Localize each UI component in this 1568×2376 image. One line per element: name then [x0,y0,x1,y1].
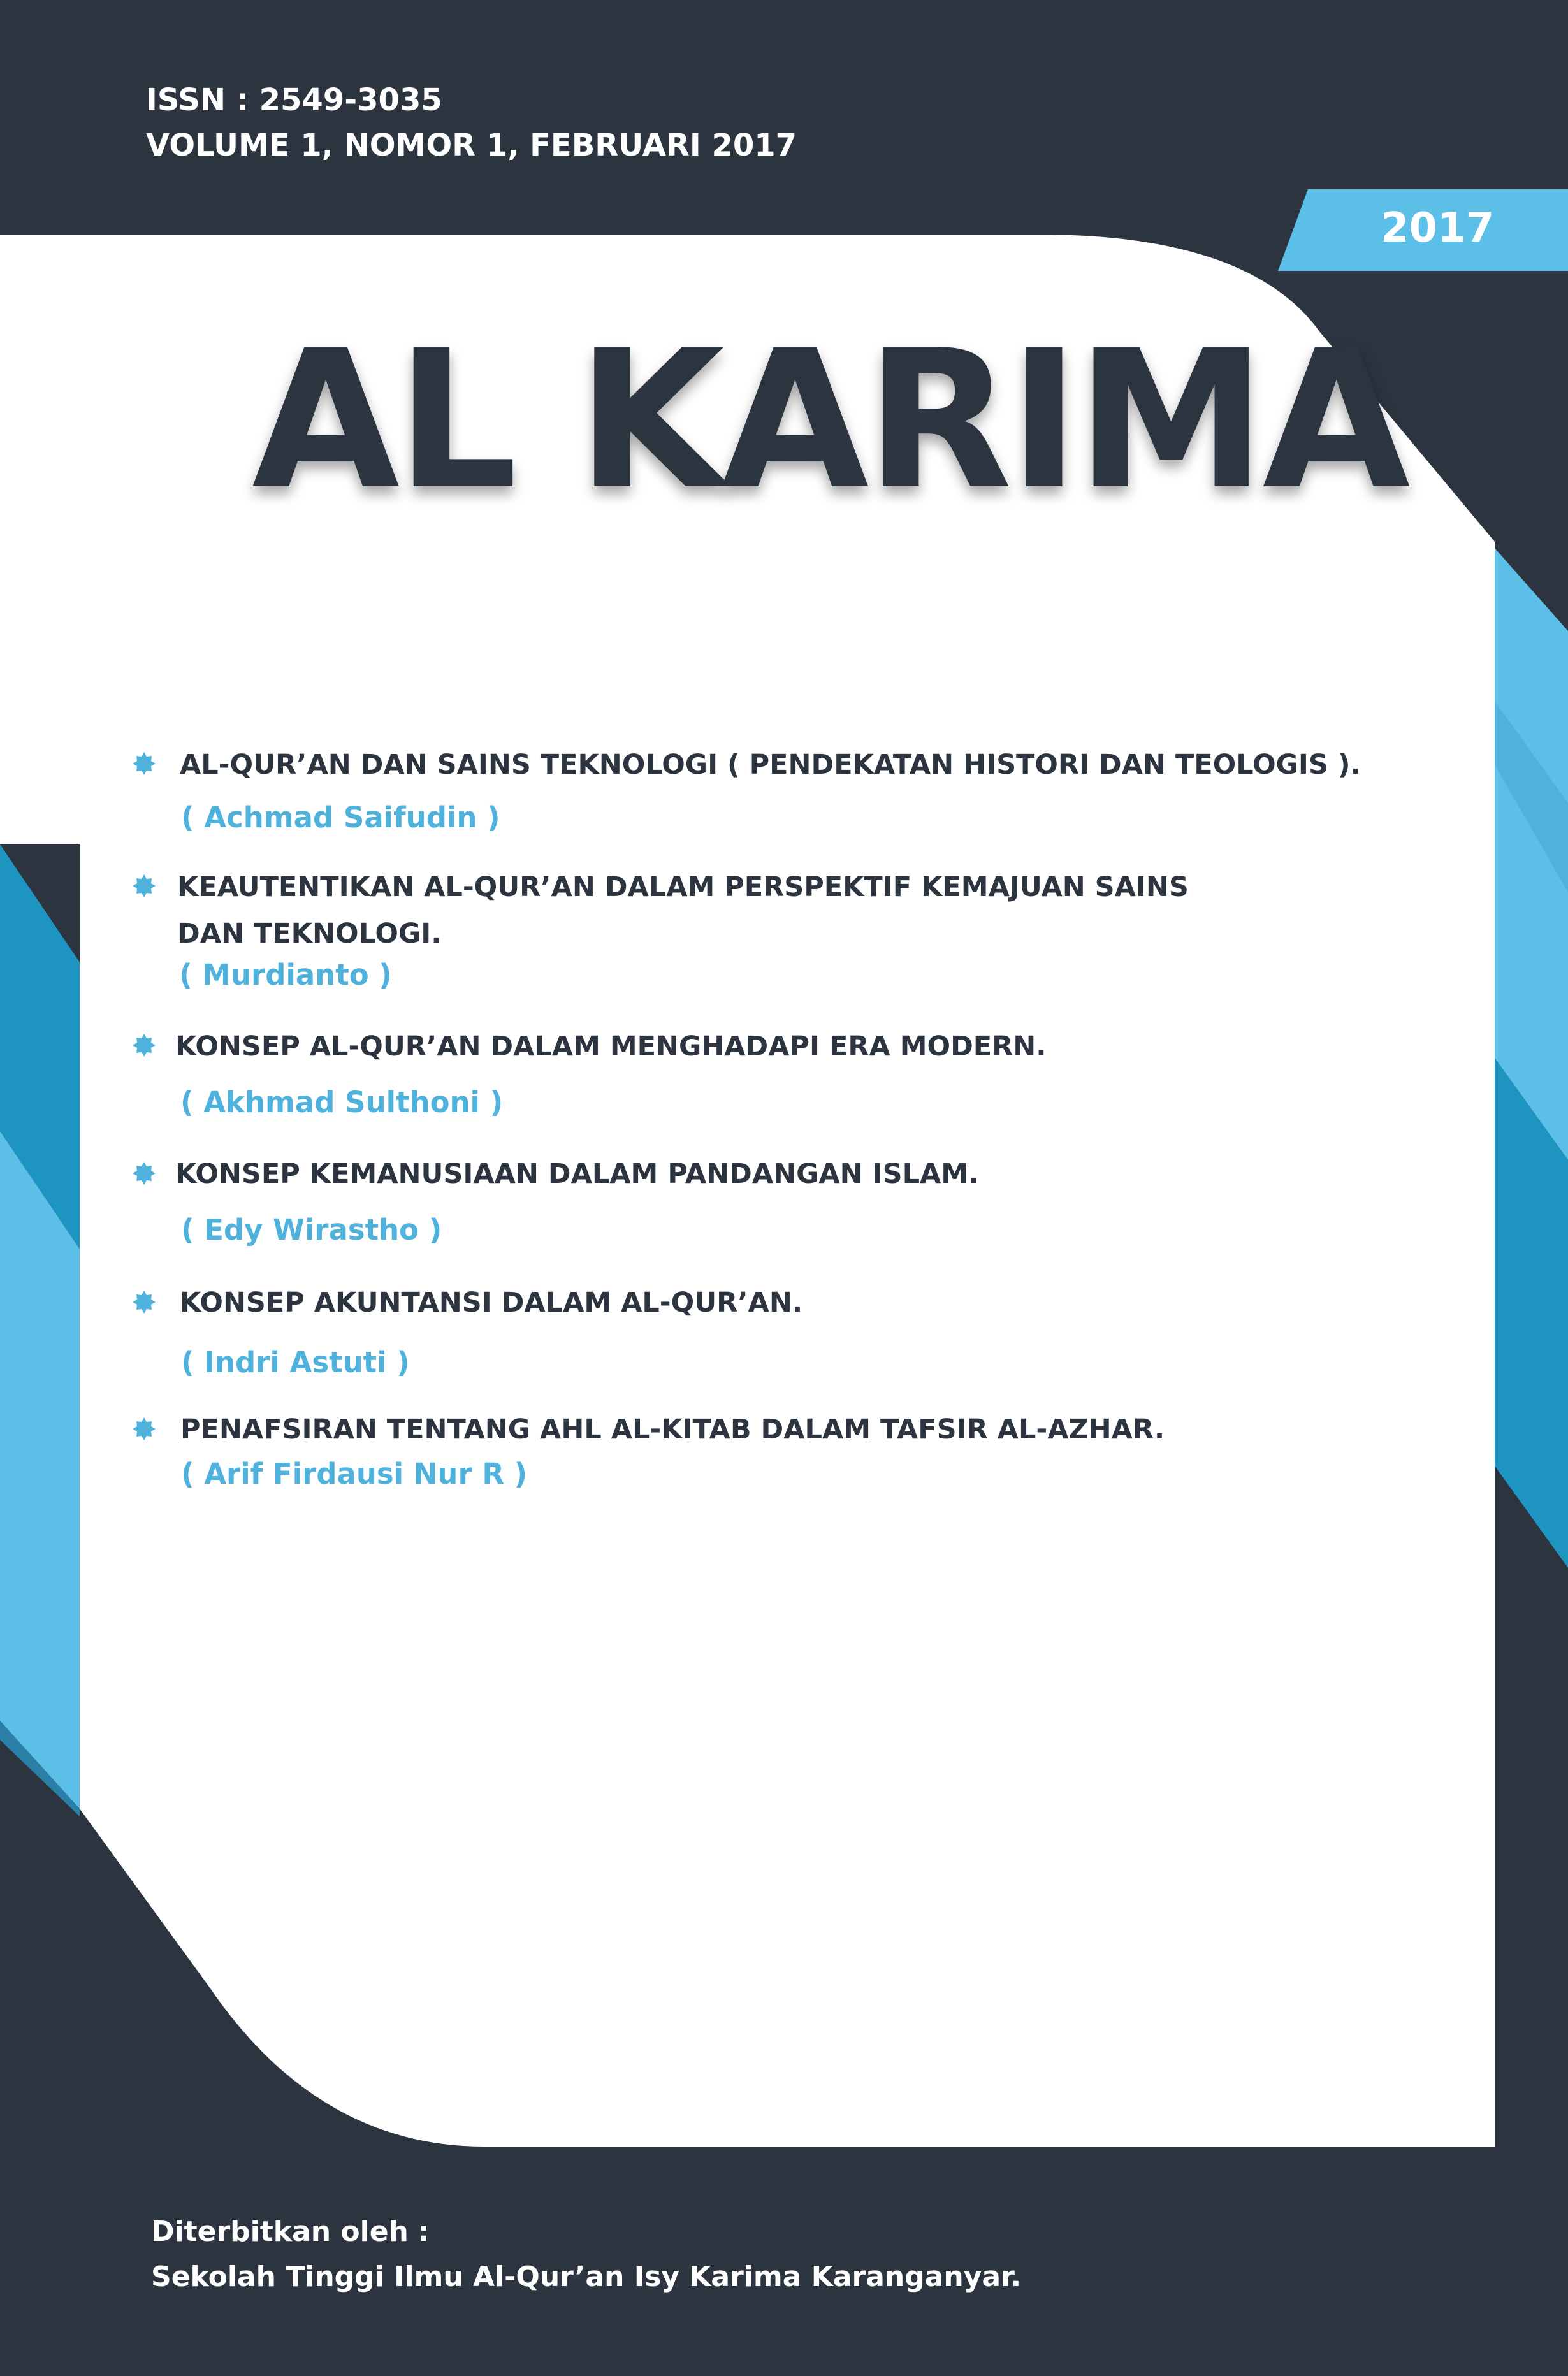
article-author: ( Akhmad Sulthoni ) [180,1085,504,1119]
journal-title: AL KARIMA [252,309,1407,532]
star-bullet-icon [133,1417,156,1440]
year-badge: 2017 [1381,205,1495,252]
star-bullet-icon [133,1162,156,1185]
article-title: PENAFSIRAN TENTANG AHL AL-KITAB DALAM TAFSIR AL-AZHAR. [180,1414,1165,1445]
article-title-continued: DAN TEKNOLOGI. [177,918,442,950]
article-author: ( Murdianto ) [179,958,392,992]
publisher-name: Sekolah Tinggi Ilmu Al-Qur’an Isy Karima Karanganyar. [151,2261,1022,2293]
article-title: KONSEP AL-QUR’AN DALAM MENGHADAPI ERA MODERN. [175,1031,1047,1062]
issn-number: ISSN : 2549-3035 [146,82,442,118]
article-author: ( Indri Astuti ) [181,1345,410,1379]
article-author: ( Arif Firdausi Nur R ) [181,1457,528,1491]
article-title: AL-QUR’AN DAN SAINS TEKNOLOGI ( PENDEKATAN HISTORI DAN TEOLOGIS ). [180,749,1361,781]
article-title: KONSEP KEMANUSIAAN DALAM PANDANGAN ISLAM. [175,1158,979,1190]
star-bullet-icon [133,1034,156,1057]
article-title: KEAUTENTIKAN AL-QUR’AN DALAM PERSPEKTIF KEMAJUAN SAINS [177,871,1189,903]
article-title: KONSEP AKUNTANSI DALAM AL-QUR’AN. [180,1287,803,1319]
article-author: ( Achmad Saifudin ) [181,800,500,834]
publisher-label: Diterbitkan oleh : [151,2215,430,2248]
star-bullet-icon [133,1291,156,1314]
article-author: ( Edy Wirastho ) [181,1213,442,1247]
volume-info: VOLUME 1, NOMOR 1, FEBRUARI 2017 [146,127,797,163]
star-bullet-icon [133,874,156,897]
star-bullet-icon [133,752,156,775]
